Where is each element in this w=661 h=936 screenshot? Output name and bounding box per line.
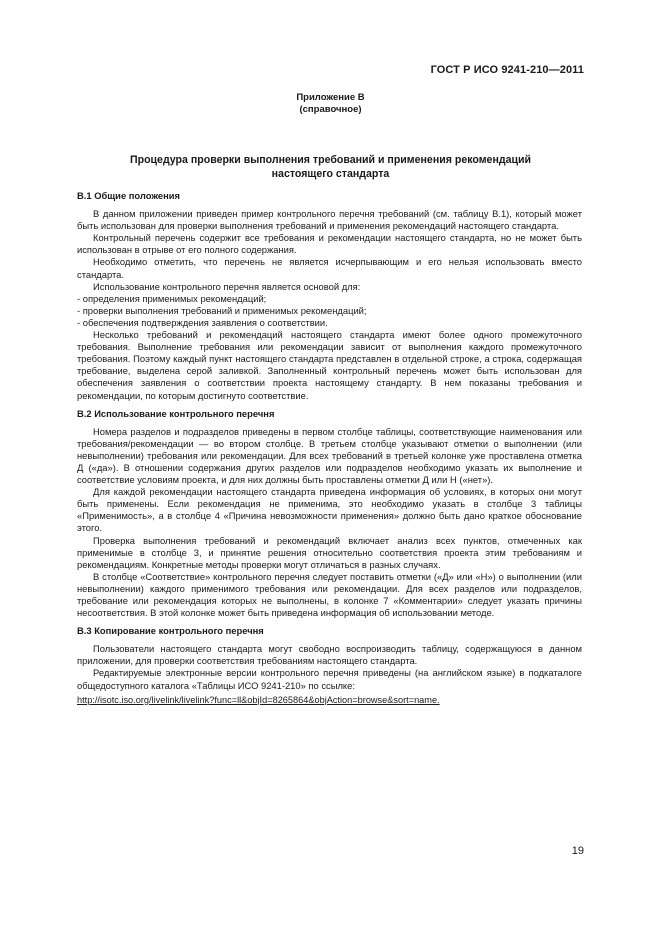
document-body: [77, 190, 582, 706]
appendix-subtitle: (справочное): [299, 104, 362, 115]
section-b1: [77, 190, 582, 402]
paragraph: В столбце «Соответствие» контрольного перечня следует поставить отметки («Д» или «Н») о выполнении (или невыполнении) каждого применимого требования или рекомендации. Для всех разделов или подразделов, требование или рекомендация которых не выполнены, в колонке 7 «Комментарии» следует указать причины несоответствия. В этой колонке может быть приведена информация об использовании методе.: [77, 570, 582, 619]
appendix-title: Приложение В: [296, 92, 365, 103]
document-code: ГОСТ Р ИСО 9241-210—2011: [430, 64, 584, 76]
paragraph: Для каждой рекомендации настоящего стандарта приведена информация об условиях, в которых они могут быть применены. Если рекомендация не применима, это необходимо указать в столбце 3 таблицы «Применимость», а в столбце 4 «Причина невозможности применения» должно быть дано краткое обоснование этого.: [77, 486, 582, 534]
catalog-link[interactable]: http://isotc.iso.org/livelink/livelink?func=ll&objId=8265864&objAction=browse&sort=name.: [77, 694, 440, 705]
paragraph: Редактируемые электронные версии контрольного перечня приведены (на английском языке) в подкаталоге общедоступного каталога «Таблицы ИСО 9241-210» по ссылке:: [77, 667, 582, 691]
link-line: [77, 694, 582, 706]
appendix-heading: [0, 92, 661, 116]
section-title: В.3 Копирование контрольного перечня: [77, 625, 264, 637]
paragraph: Номера разделов и подразделов приведены в первом столбце таблицы, соответствующие наименования или требования/рекомендации — во втором столбце. В третьем столбце указывают отметки о выполнении (или невыполнении) требования или рекомендации. Для всех требований в третьей колонке уже проставлена отметка Д («да»). В отношении содержания других разделов или подразделов необходимо указать их выполнение и соответствие условиям проекта, и для них должны быть проставлены отметки Д или Н («нет»).: [77, 425, 582, 486]
section-title: В.2 Использование контрольного перечня: [77, 407, 275, 419]
section-b2: [77, 408, 582, 620]
paragraph: В данном приложении приведен пример контрольного перечня требований (см. таблицу В.1), который может быть использован для проверки выполнения требований и применения рекомендаций настоящего стандарта.: [77, 208, 582, 232]
paragraph: Необходимо отметить, что перечень не является исчерпывающим и его нельзя использовать вместо стандарта.: [77, 256, 582, 280]
list-item: - определения применимых рекомендаций;: [77, 292, 267, 304]
section-b3: [77, 625, 582, 706]
page-number: 19: [571, 845, 584, 857]
main-title: [90, 153, 571, 181]
section-title: В.1 Общие положения: [77, 190, 180, 201]
main-title-line-2: настоящего стандарта: [271, 168, 390, 180]
paragraph: Использование контрольного перечня является основой для:: [93, 280, 361, 292]
main-title-line-1: Процедура проверки выполнения требований и применения рекомендаций: [129, 154, 531, 166]
list-item: - проверки выполнения требований и применимых рекомендаций;: [77, 304, 367, 316]
paragraph: Контрольный перечень содержит все требования и рекомендации настоящего стандарта, но не может быть использован в отрыве от его полного содержания.: [77, 232, 582, 256]
paragraph: Проверка выполнения требований и рекомендаций включает анализ всех пунктов, отмеченных как применимые в столбце 3, и принятие решения относительно соответствия проекта этим требованиям и рекомендациям. Конкретные методы проверки могут отличаться в разных случаях.: [77, 534, 582, 570]
paragraph: Несколько требований и рекомендаций настоящего стандарта имеют более одного промежуточного требования. Выполнение требования или рекомендации зависит от выполнения каждого промежуточного требования. Поэтому каждый пункт настоящего стандарта представлен в отдельной строке, а строка, содержащая требование, выделена серой заливкой. Заполненный контрольный перечень может быть использован для обеспечения заявления о соответствии проекта настоящему стандарту. В нем показаны требования и рекомендации, по которым достигнуто соответствие.: [77, 329, 582, 401]
paragraph: Пользователи настоящего стандарта могут свободно воспроизводить таблицу, содержащуюся в данном приложении, для проверки соответствия требованиям настоящего стандарта.: [77, 643, 582, 667]
list-item: - обеспечения подтверждения заявления о соответствии.: [77, 316, 328, 328]
